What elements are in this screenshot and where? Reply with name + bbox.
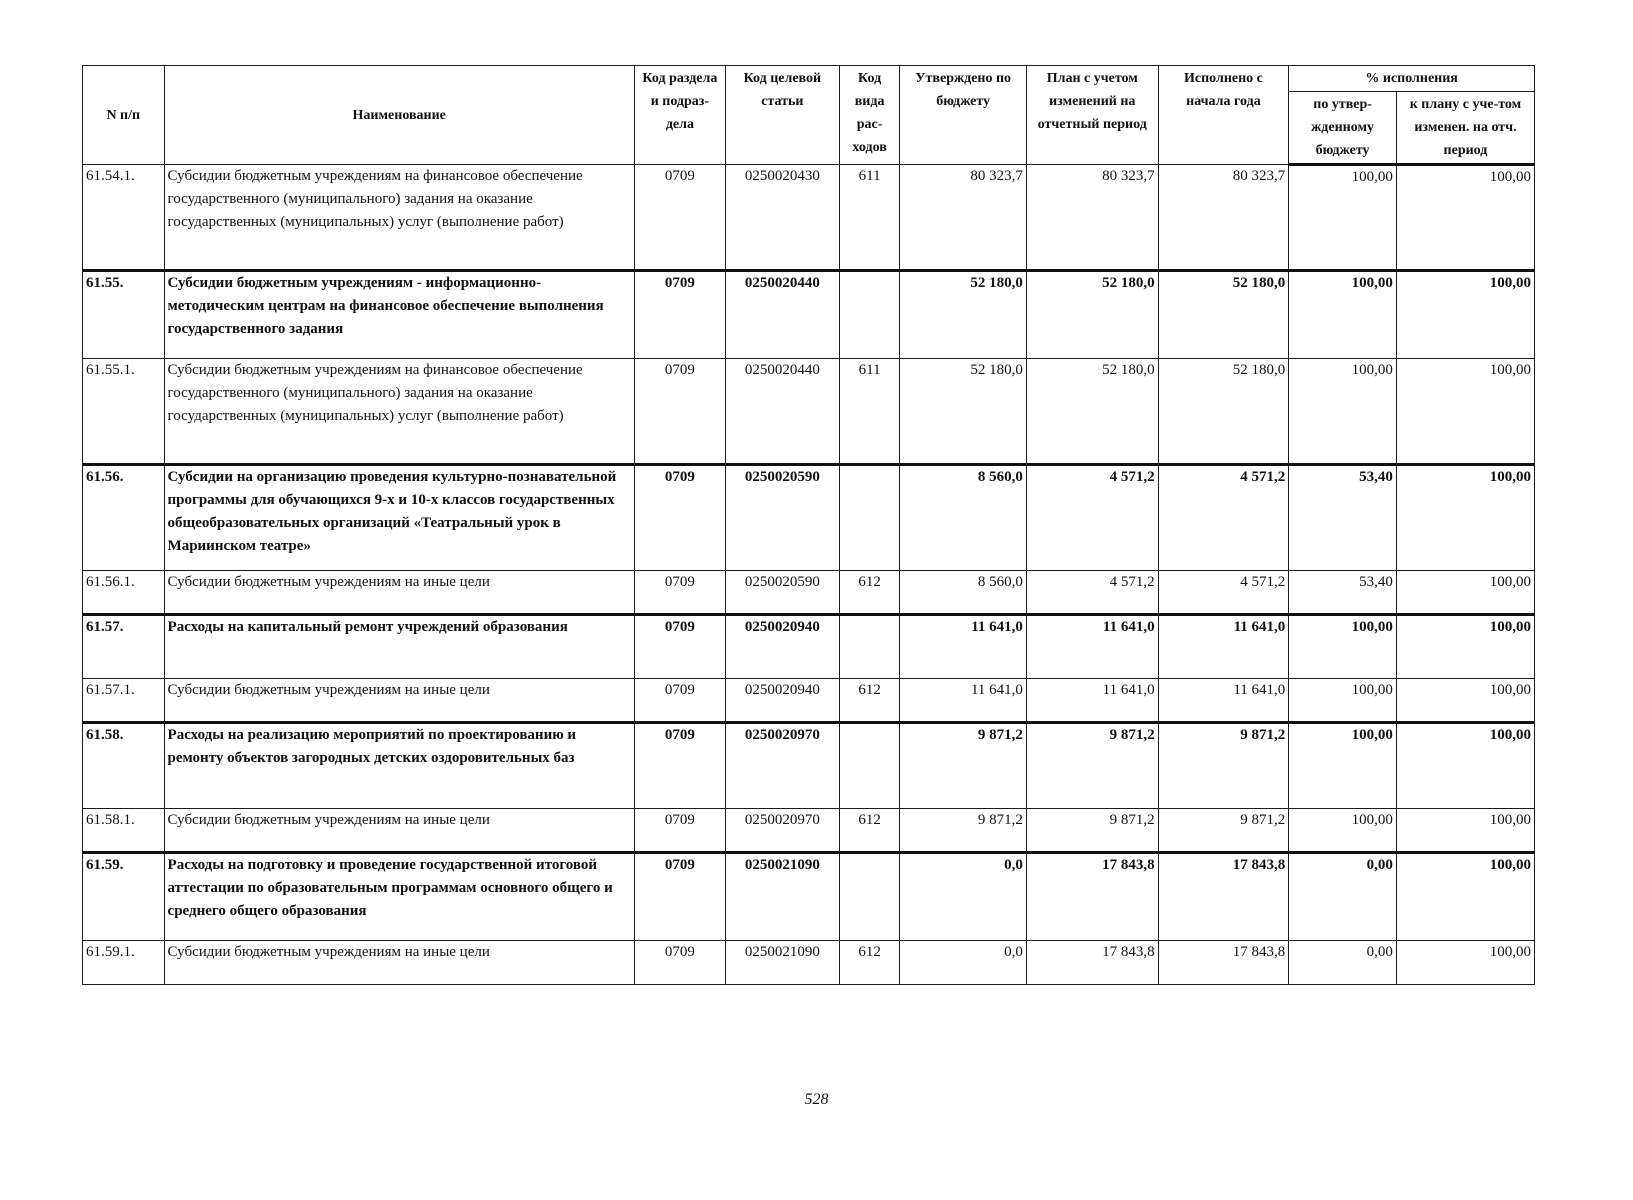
row-expense-code: 612 (839, 679, 900, 723)
header-name: Наименование (164, 66, 634, 165)
row-name: Расходы на капитальный ремонт учреждений образования (164, 615, 634, 679)
row-number: 61.55.1. (83, 359, 165, 465)
row-section-code: 0709 (634, 165, 725, 271)
row-name: Субсидии бюджетным учреждениям на финансовое обеспечение государственного (муниципального) задания на оказание государственных (муниципальных) услуг (выполнение работ) (164, 165, 634, 271)
row-percent-budget: 0,00 (1289, 941, 1397, 985)
row-percent-budget: 0,00 (1289, 853, 1397, 941)
row-section-code: 0709 (634, 465, 725, 571)
row-approved: 0,0 (900, 853, 1026, 941)
row-percent-budget: 53,40 (1289, 465, 1397, 571)
table-row (83, 723, 1535, 809)
row-approved: 11 641,0 (900, 679, 1026, 723)
row-name: Субсидии бюджетным учреждениям на иные цели (164, 809, 634, 853)
row-executed: 11 641,0 (1158, 615, 1289, 679)
header-percent-budget: по утвер-жденному бюджету (1289, 92, 1397, 165)
row-percent-plan: 100,00 (1396, 571, 1534, 615)
row-executed: 17 843,8 (1158, 853, 1289, 941)
row-approved: 9 871,2 (900, 723, 1026, 809)
table-row (83, 571, 1535, 615)
row-target-code: 0250020970 (725, 809, 839, 853)
table-row (83, 615, 1535, 679)
row-percent-budget: 100,00 (1289, 359, 1397, 465)
row-percent-plan: 100,00 (1396, 853, 1534, 941)
row-plan: 9 871,2 (1026, 723, 1158, 809)
row-approved: 8 560,0 (900, 465, 1026, 571)
header-approved: Утверждено по бюджету (900, 66, 1026, 165)
row-executed: 4 571,2 (1158, 571, 1289, 615)
row-name: Расходы на реализацию мероприятий по проектированию и ремонту объектов загородных детских оздоровительных баз (164, 723, 634, 809)
row-number: 61.59. (83, 853, 165, 941)
row-approved: 52 180,0 (900, 271, 1026, 359)
header-expense-code: Код вида рас-ходов (839, 66, 900, 165)
row-section-code: 0709 (634, 679, 725, 723)
row-approved: 80 323,7 (900, 165, 1026, 271)
row-percent-budget: 100,00 (1289, 615, 1397, 679)
row-approved: 52 180,0 (900, 359, 1026, 465)
row-percent-plan: 100,00 (1396, 615, 1534, 679)
row-number: 61.58.1. (83, 809, 165, 853)
page-number: 528 (804, 1091, 829, 1108)
row-plan: 9 871,2 (1026, 809, 1158, 853)
header-section-code: Код раздела и подраз-дела (634, 66, 725, 165)
row-percent-plan: 100,00 (1396, 809, 1534, 853)
row-number: 61.55. (83, 271, 165, 359)
table-row (83, 809, 1535, 853)
row-executed: 9 871,2 (1158, 723, 1289, 809)
row-executed: 52 180,0 (1158, 271, 1289, 359)
row-plan: 11 641,0 (1026, 679, 1158, 723)
header-percent-plan: к плану с уче-том изменен. на отч. период (1396, 92, 1534, 165)
row-number: 61.58. (83, 723, 165, 809)
row-percent-budget: 100,00 (1289, 165, 1397, 271)
row-section-code: 0709 (634, 941, 725, 985)
row-expense-code (839, 723, 900, 809)
row-number: 61.59.1. (83, 941, 165, 985)
row-section-code: 0709 (634, 809, 725, 853)
row-executed: 17 843,8 (1158, 941, 1289, 985)
row-expense-code: 612 (839, 809, 900, 853)
row-target-code: 0250020430 (725, 165, 839, 271)
table-row (83, 359, 1535, 465)
row-name: Субсидии бюджетным учреждениям на иные цели (164, 571, 634, 615)
row-target-code: 0250020970 (725, 723, 839, 809)
row-name: Расходы на подготовку и проведение государственной итоговой аттестации по образовательным программам основного общего и среднего общего образования (164, 853, 634, 941)
table-row (83, 165, 1535, 271)
row-name: Субсидии бюджетным учреждениям на финансовое обеспечение государственного (муниципального) задания на оказание государственных (муниципальных) услуг (выполнение работ) (164, 359, 634, 465)
row-number: 61.57. (83, 615, 165, 679)
row-plan: 52 180,0 (1026, 271, 1158, 359)
row-plan: 11 641,0 (1026, 615, 1158, 679)
row-section-code: 0709 (634, 853, 725, 941)
row-plan: 52 180,0 (1026, 359, 1158, 465)
row-plan: 4 571,2 (1026, 465, 1158, 571)
table-header (83, 66, 1535, 165)
table-row (83, 465, 1535, 571)
row-percent-budget: 100,00 (1289, 679, 1397, 723)
row-plan: 17 843,8 (1026, 853, 1158, 941)
table-body (83, 165, 1535, 985)
row-executed: 52 180,0 (1158, 359, 1289, 465)
row-percent-plan: 100,00 (1396, 465, 1534, 571)
budget-execution-table (82, 65, 1535, 985)
header-num: N п/п (83, 66, 165, 165)
row-percent-budget: 53,40 (1289, 571, 1397, 615)
row-target-code: 0250020940 (725, 679, 839, 723)
row-expense-code: 611 (839, 165, 900, 271)
row-name: Субсидии бюджетным учреждениям на иные цели (164, 941, 634, 985)
row-target-code: 0250020440 (725, 271, 839, 359)
row-plan: 80 323,7 (1026, 165, 1158, 271)
row-expense-code (839, 271, 900, 359)
row-section-code: 0709 (634, 359, 725, 465)
row-percent-plan: 100,00 (1396, 165, 1534, 271)
row-name: Субсидии бюджетным учреждениям на иные цели (164, 679, 634, 723)
row-executed: 80 323,7 (1158, 165, 1289, 271)
row-percent-plan: 100,00 (1396, 679, 1534, 723)
row-section-code: 0709 (634, 271, 725, 359)
row-name: Субсидии на организацию проведения культурно-познавательной программы для обучающихся 9-х и 10-х классов государственных общеобразовательных организаций «Театральный урок в Мариинском театре» (164, 465, 634, 571)
row-section-code: 0709 (634, 723, 725, 809)
row-expense-code: 612 (839, 571, 900, 615)
row-target-code: 0250020940 (725, 615, 839, 679)
header-target-code: Код целевой статьи (725, 66, 839, 165)
row-number: 61.57.1. (83, 679, 165, 723)
row-number: 61.56. (83, 465, 165, 571)
row-target-code: 0250020590 (725, 465, 839, 571)
row-percent-plan: 100,00 (1396, 723, 1534, 809)
row-percent-plan: 100,00 (1396, 941, 1534, 985)
row-name: Субсидии бюджетным учреждениям - информационно-методическим центрам на финансовое обеспечение выполнения государственного задания (164, 271, 634, 359)
row-plan: 17 843,8 (1026, 941, 1158, 985)
table-row (83, 941, 1535, 985)
row-percent-plan: 100,00 (1396, 271, 1534, 359)
row-target-code: 0250021090 (725, 853, 839, 941)
table-row (83, 853, 1535, 941)
row-approved: 9 871,2 (900, 809, 1026, 853)
row-expense-code (839, 853, 900, 941)
table-row (83, 271, 1535, 359)
row-plan: 4 571,2 (1026, 571, 1158, 615)
row-percent-budget: 100,00 (1289, 723, 1397, 809)
row-approved: 0,0 (900, 941, 1026, 985)
header-executed: Исполнено с начала года (1158, 66, 1289, 165)
row-expense-code: 612 (839, 941, 900, 985)
row-percent-budget: 100,00 (1289, 271, 1397, 359)
row-target-code: 0250020440 (725, 359, 839, 465)
row-percent-budget: 100,00 (1289, 809, 1397, 853)
row-executed: 11 641,0 (1158, 679, 1289, 723)
row-approved: 8 560,0 (900, 571, 1026, 615)
row-number: 61.56.1. (83, 571, 165, 615)
row-approved: 11 641,0 (900, 615, 1026, 679)
row-executed: 4 571,2 (1158, 465, 1289, 571)
row-expense-code: 611 (839, 359, 900, 465)
row-target-code: 0250020590 (725, 571, 839, 615)
row-section-code: 0709 (634, 615, 725, 679)
row-number: 61.54.1. (83, 165, 165, 271)
header-plan: План с учетом изменений на отчетный период (1026, 66, 1158, 165)
table-row (83, 679, 1535, 723)
row-section-code: 0709 (634, 571, 725, 615)
row-expense-code (839, 615, 900, 679)
header-percent-group: % исполнения (1289, 66, 1535, 92)
row-executed: 9 871,2 (1158, 809, 1289, 853)
row-expense-code (839, 465, 900, 571)
row-target-code: 0250021090 (725, 941, 839, 985)
row-percent-plan: 100,00 (1396, 359, 1534, 465)
